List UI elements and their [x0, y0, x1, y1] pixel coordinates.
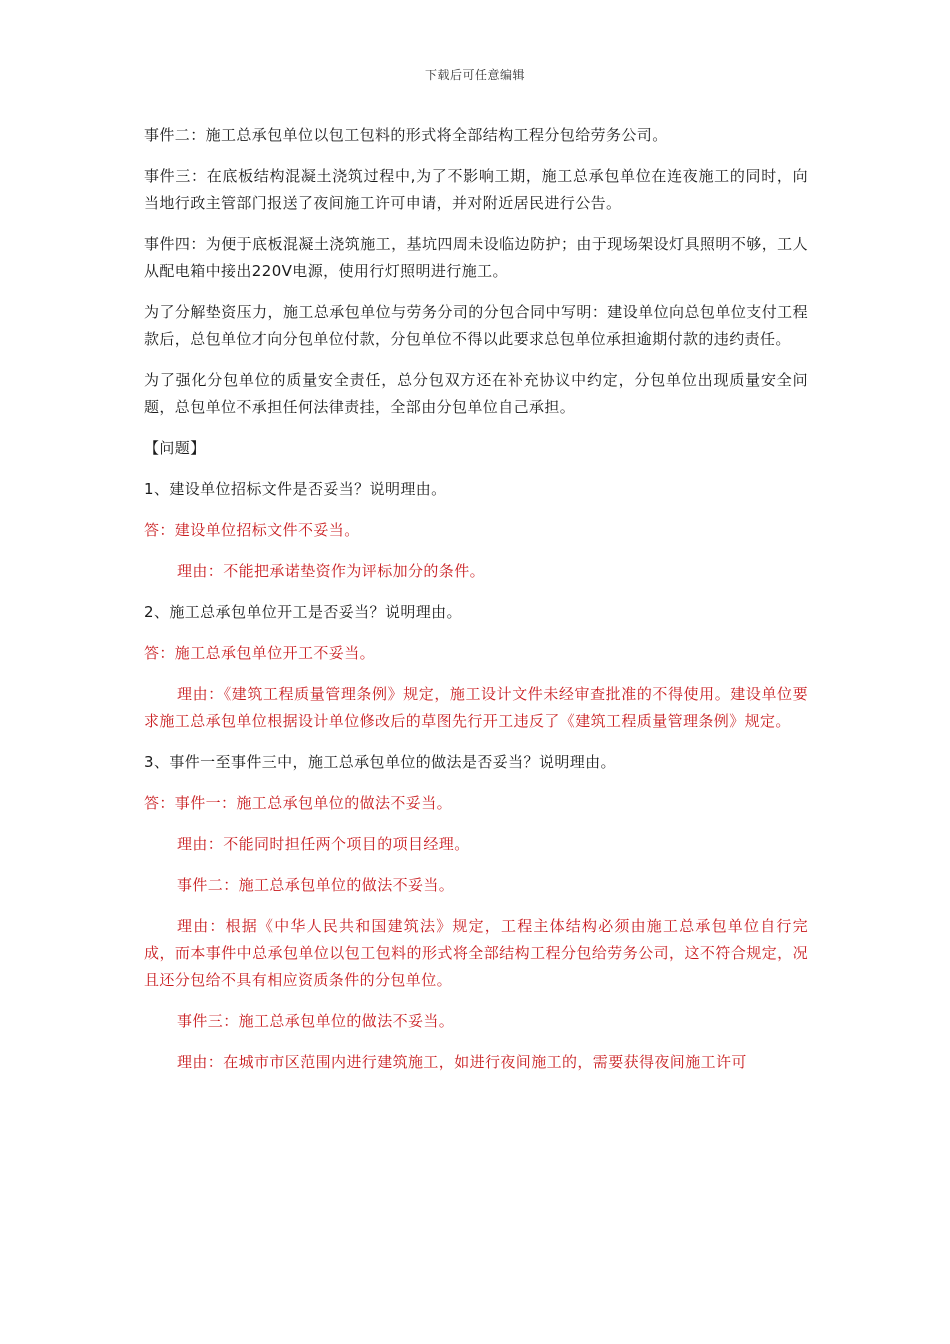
question-3: 3、事件一至事件三中，施工总承包单位的做法是否妥当？说明理由。: [144, 753, 616, 771]
questions-heading: 【问题】: [144, 439, 206, 457]
paragraph-event-3: 事件三：在底板结构混凝土浇筑过程中,为了不影响工期，施工总承包单位在连夜施工的同时，向当地行政主管部门报送了夜间施工许可申请，并对附近居民进行公告。: [144, 167, 808, 212]
answer-2: 答：施工总承包单位开工不妥当。: [144, 644, 376, 662]
answer-3-event-3-reason: 理由：在城市市区范围内进行建筑施工，如进行夜间施工的，需要获得夜间施工许可: [177, 1053, 747, 1071]
paragraph-subcontract-liability: 为了强化分包单位的质量安全责任，总分包双方还在补充协议中约定，分包单位出现质量安全问题，总包单位不承担任何法律责挂，全部由分包单位自己承担。: [144, 371, 808, 416]
answer-3-event-1-reason: 理由：不能同时担任两个项目的项目经理。: [177, 835, 470, 853]
question-1: 1、建设单位招标文件是否妥当？说明理由。: [144, 480, 447, 498]
answer-1: 答：建设单位招标文件不妥当。: [144, 521, 360, 539]
answer-3-event-1: 答：事件一：施工总承包单位的做法不妥当。: [144, 794, 453, 812]
paragraph-event-2: 事件二：施工总承包单位以包工包料的形式将全部结构工程分包给劳务公司。: [144, 126, 668, 144]
answer-3-event-2: 事件二：施工总承包单位的做法不妥当。: [177, 876, 455, 894]
page-header: 下载后可任意编辑: [424, 68, 525, 82]
answer-2-reason: 理由：《建筑工程质量管理条例》规定，施工设计文件未经审查批准的不得使用。建设单位要求施工总承包单位根据设计单位修改后的草图先行开工违反了《建筑工程质量管理条例》规定。: [144, 685, 808, 730]
answer-1-reason: 理由：不能把承诺垫资作为评标加分的条件。: [177, 562, 486, 580]
answer-3-event-2-reason: 理由：根据《中华人民共和国建筑法》规定，工程主体结构必须由施工总承包单位自行完成，而本事件中总承包单位以包工包料的形式将全部结构工程分包给劳务公司，这不符合规定，况且还分包给不具有相应资质条件的分包单位。: [144, 917, 808, 989]
answer-3-event-3: 事件三：施工总承包单位的做法不妥当。: [177, 1012, 455, 1030]
paragraph-subcontract-payment: 为了分解垫资压力，施工总承包单位与劳务分司的分包合同中写明：建设单位向总包单位支付工程款后，总包单位才向分包单位付款，分包单位不得以此要求总包单位承担逾期付款的违约责任。: [144, 303, 808, 348]
document-body: [144, 122, 808, 1090]
paragraph-event-4: 事件四：为便于底板混凝土浇筑施工，基坑四周未设临边防护；由于现场架设灯具照明不够，工人从配电箱中接出220V电源，使用行灯照明进行施工。: [144, 235, 808, 280]
question-2: 2、施工总承包单位开工是否妥当？说明理由。: [144, 603, 462, 621]
